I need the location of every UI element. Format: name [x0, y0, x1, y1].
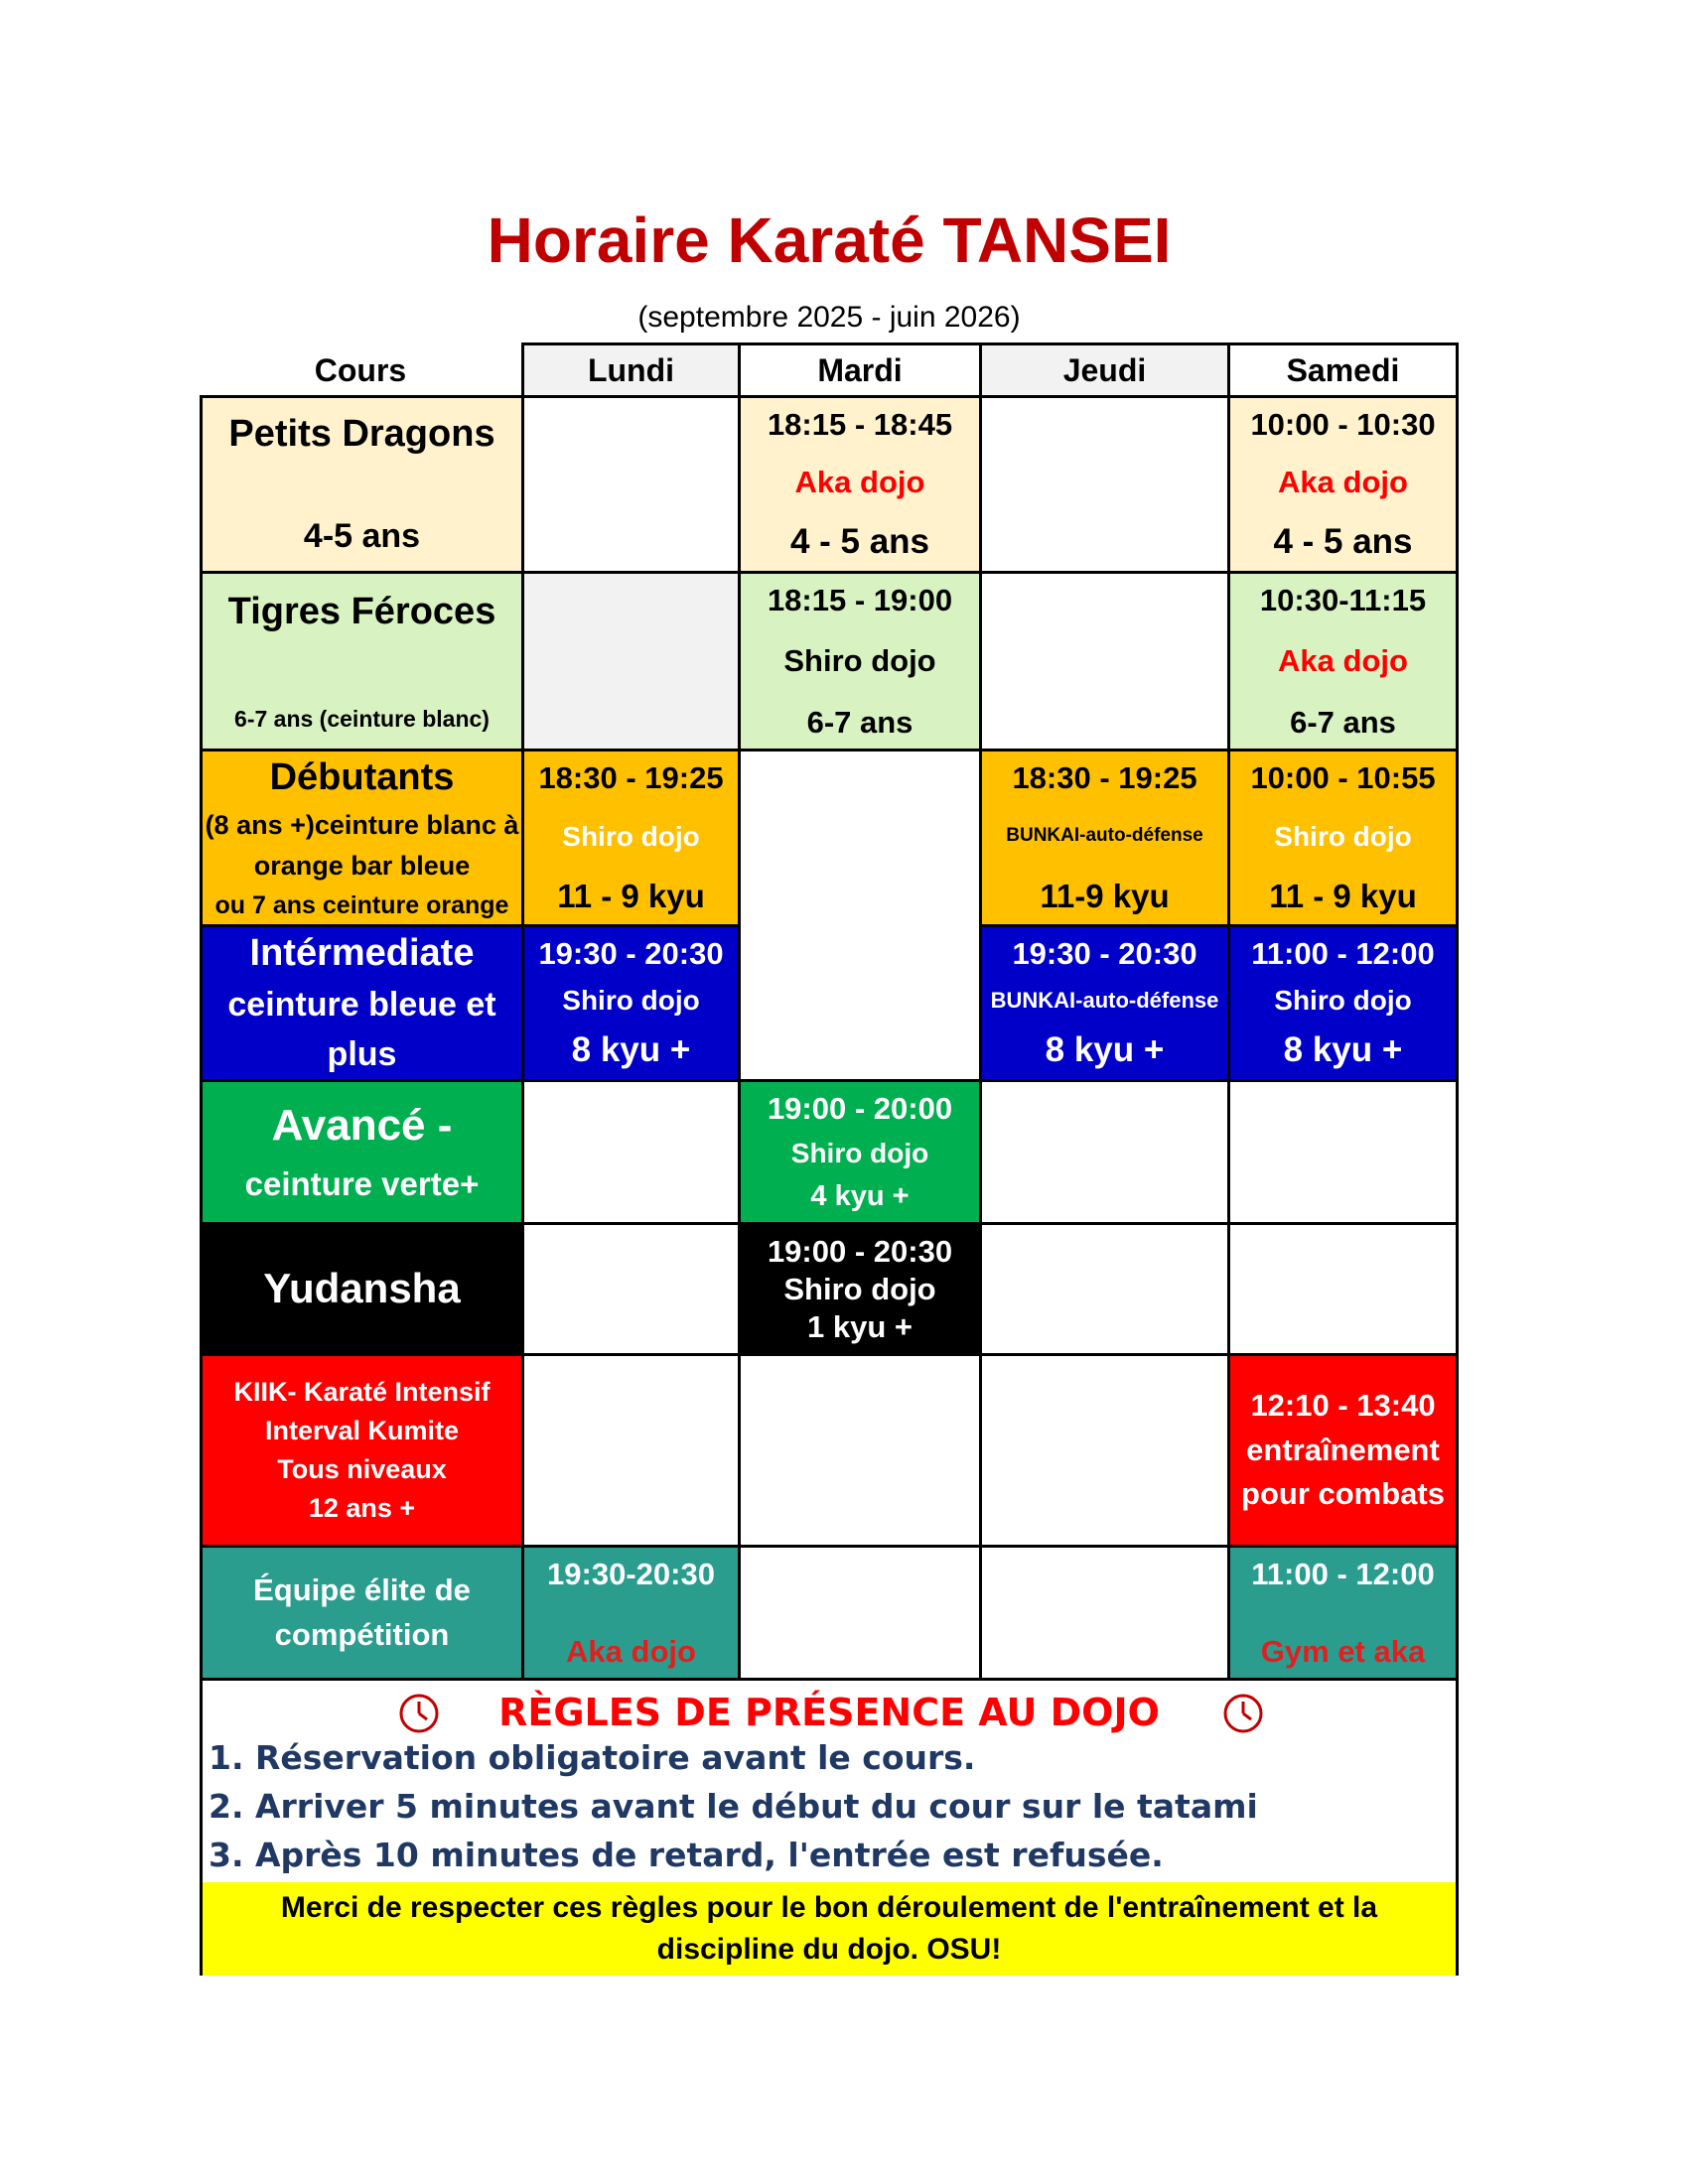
level-label: 4 - 5 ans	[1273, 522, 1413, 561]
location-label: Aka dojo	[566, 1633, 696, 1669]
debutants-name: Débutants	[269, 756, 455, 798]
page-subtitle: (septembre 2025 - juin 2026)	[637, 301, 1021, 334]
petits-dragons-mardi	[738, 395, 982, 574]
time-label: 18:30 - 19:25	[1012, 760, 1197, 795]
time-label: 10:00 - 10:30	[1250, 407, 1436, 442]
elite-mardi	[738, 1545, 982, 1681]
header-mardi	[738, 342, 982, 398]
location-label: Shiro dojo	[1274, 985, 1412, 1017]
kiik-samedi-line-3: pour combats	[1241, 1476, 1445, 1512]
footer-line-2: discipline du dojo. OSU!	[656, 1933, 1002, 1966]
level-label: 8 kyu +	[571, 1030, 691, 1069]
rules-section	[200, 1678, 1459, 1976]
header-cours-label: Cours	[314, 351, 407, 388]
location-label: Aka dojo	[1278, 465, 1408, 499]
avance-lundi	[521, 1079, 741, 1225]
row-label-elite	[200, 1545, 524, 1681]
debutants-sub3: ou 7 ans ceinture orange	[214, 890, 509, 919]
row-label-intermediate	[200, 924, 524, 1082]
debutants-intermediate-mardi	[738, 749, 982, 1082]
location-label: Shiro dojo	[562, 985, 700, 1017]
kiik-lundi	[521, 1353, 741, 1548]
level-label: 6-7 ans	[806, 704, 914, 740]
elite-samedi	[1227, 1545, 1459, 1681]
time-label: 12:10 - 13:40	[1250, 1387, 1436, 1423]
tigres-lundi	[521, 571, 741, 751]
location-label: Aka dojo	[1278, 643, 1408, 679]
yudansha-jeudi	[979, 1222, 1230, 1356]
yudansha-mardi	[738, 1222, 982, 1356]
location-label: Aka dojo	[794, 465, 925, 499]
elite-lundi	[521, 1545, 741, 1681]
intermediate-sub2: plus	[327, 1034, 397, 1073]
rule-3: 3. Après 10 minutes de retard, l'entrée est refusée.	[209, 1836, 1164, 1874]
debutants-jeudi	[979, 749, 1230, 927]
petits-dragons-lundi	[521, 395, 741, 574]
level-label: 11 - 9 kyu	[557, 878, 705, 915]
level-label: 11-9 kyu	[1040, 878, 1170, 915]
elite-name-1: Équipe élite de	[253, 1571, 471, 1607]
location-label: Gym et aka	[1260, 1633, 1426, 1669]
location-label: BUNKAI-auto-défense	[1006, 825, 1203, 847]
time-label: 18:30 - 19:25	[538, 760, 724, 795]
intermediate-lundi	[521, 924, 741, 1082]
kiik-line-1: KIIK- Karaté Intensif	[233, 1376, 491, 1407]
footer-line-1: Merci de respecter ces règles pour le bon déroulement de l'entraînement et la	[280, 1891, 1378, 1924]
time-label: 11:00 - 12:00	[1251, 1557, 1435, 1591]
kiik-samedi-line-2: entraînement	[1246, 1432, 1440, 1467]
rules-title: RÈGLES DE PRÉSENCE AU DOJO	[498, 1691, 1160, 1734]
kiik-line-2: Interval Kumite	[264, 1415, 460, 1445]
intermediate-name: Intérmediate	[249, 932, 475, 975]
yudansha-samedi	[1227, 1222, 1459, 1356]
time-label: 19:30-20:30	[547, 1557, 715, 1591]
kiik-line-4: 12 ans +	[308, 1493, 416, 1524]
page-title: Horaire Karaté TANSEI	[487, 205, 1172, 276]
level-label: 1 kyu +	[807, 1308, 913, 1344]
row-label-tigres-feroces	[200, 571, 524, 751]
time-label: 18:15 - 19:00	[767, 583, 953, 617]
time-label: 11:00 - 12:00	[1251, 936, 1435, 971]
header-samedi	[1227, 342, 1459, 398]
header-lundi-label: Lundi	[587, 351, 675, 388]
level-label: 4 kyu +	[810, 1180, 910, 1213]
intermediate-jeudi	[979, 924, 1230, 1082]
rules-footer	[203, 1882, 1456, 1976]
tigres-samedi	[1227, 571, 1459, 751]
avance-jeudi	[979, 1079, 1230, 1225]
petits-dragons-name: Petits Dragons	[228, 413, 495, 456]
intermediate-samedi	[1227, 924, 1459, 1082]
header-lundi	[521, 342, 741, 398]
avance-name: Avancé -	[271, 1101, 453, 1151]
time-label: 18:15 - 18:45	[767, 407, 953, 442]
time-label: 10:00 - 10:55	[1250, 760, 1436, 795]
tigres-name: Tigres Féroces	[227, 590, 496, 632]
location-label: Shiro dojo	[562, 821, 700, 852]
debutants-sub1: (8 ans +)ceinture blanc à	[205, 810, 519, 841]
tigres-mardi	[738, 571, 982, 751]
level-label: 8 kyu +	[1283, 1030, 1403, 1069]
yudansha-name: Yudansha	[263, 1265, 461, 1312]
avance-samedi	[1227, 1079, 1459, 1225]
row-label-kiik	[200, 1353, 524, 1548]
kiik-mardi	[738, 1353, 982, 1548]
time-label: 19:30 - 20:30	[538, 936, 724, 971]
row-label-avance	[200, 1079, 524, 1225]
time-label: 19:00 - 20:00	[767, 1091, 953, 1126]
debutants-lundi	[521, 749, 741, 927]
tigres-age: 6-7 ans (ceinture blanc)	[234, 705, 490, 732]
level-label: 11 - 9 kyu	[1269, 878, 1417, 915]
intermediate-sub1: ceinture bleue et	[227, 986, 496, 1024]
avance-sub: ceinture verte+	[244, 1165, 480, 1203]
kiik-line-3: Tous niveaux	[277, 1454, 447, 1484]
debutants-samedi	[1227, 749, 1459, 927]
header-jeudi-label: Jeudi	[1062, 351, 1147, 388]
row-label-petits-dragons	[200, 395, 524, 574]
avance-mardi	[738, 1079, 982, 1225]
location-label: Shiro dojo	[790, 1137, 929, 1168]
location-label: BUNKAI-auto-défense	[990, 987, 1219, 1013]
yudansha-lundi	[521, 1222, 741, 1356]
rule-2: 2. Arriver 5 minutes avant le début du cour sur le tatami	[209, 1787, 1258, 1826]
level-label: 8 kyu +	[1045, 1029, 1165, 1069]
kiik-samedi	[1227, 1353, 1459, 1548]
elite-name-2: compétition	[274, 1616, 450, 1652]
level-label: 4 - 5 ans	[789, 522, 930, 561]
level-label: 6-7 ans	[1290, 704, 1396, 740]
time-label: 19:30 - 20:30	[1012, 936, 1197, 971]
time-label: 19:00 - 20:30	[767, 1234, 953, 1269]
location-label: Shiro dojo	[1274, 821, 1412, 852]
header-mardi-label: Mardi	[817, 351, 903, 388]
rule-1: 1. Réservation obligatoire avant le cours.	[209, 1738, 976, 1777]
tigres-jeudi	[979, 571, 1230, 751]
kiik-jeudi	[979, 1353, 1230, 1548]
header-cours	[200, 342, 521, 398]
time-label: 10:30-11:15	[1259, 583, 1427, 617]
petits-dragons-jeudi	[979, 395, 1230, 574]
location-label: Shiro dojo	[783, 643, 936, 679]
clock-icon	[1222, 1693, 1264, 1734]
petits-dragons-samedi	[1227, 395, 1459, 574]
row-label-yudansha	[200, 1222, 524, 1356]
petits-dragons-age: 4-5 ans	[303, 516, 421, 555]
location-label: Shiro dojo	[783, 1271, 936, 1306]
elite-jeudi	[979, 1545, 1230, 1681]
header-jeudi	[979, 342, 1230, 398]
row-label-debutants	[200, 749, 524, 927]
debutants-sub2: orange bar bleue	[253, 851, 471, 882]
header-samedi-label: Samedi	[1286, 351, 1400, 388]
